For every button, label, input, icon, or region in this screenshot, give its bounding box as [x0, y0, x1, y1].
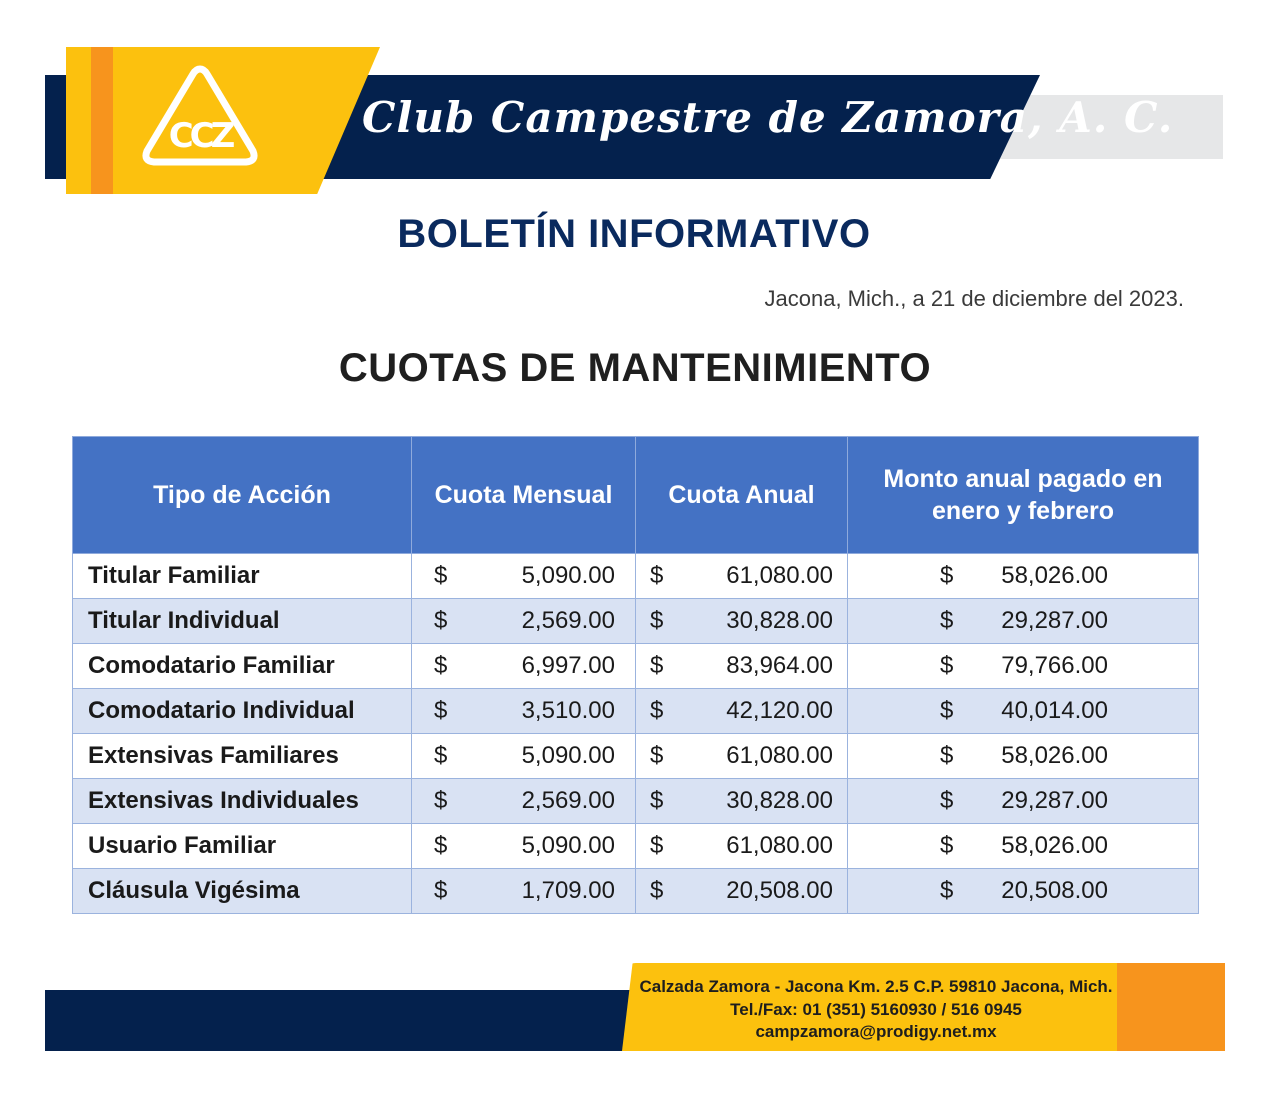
- header-annual: Cuota Anual: [636, 437, 848, 554]
- club-logo: [140, 63, 260, 171]
- table-row: [73, 869, 1199, 914]
- monthly-cell: [412, 554, 636, 599]
- monthly-cell: [412, 869, 636, 914]
- annual-cell: [636, 689, 848, 734]
- table-row: [73, 734, 1199, 779]
- table-row: [73, 599, 1199, 644]
- amount: 61,080.00: [726, 742, 833, 769]
- currency-sign: $: [434, 787, 448, 814]
- table-row: [73, 689, 1199, 734]
- type-cell: Extensivas Individuales: [73, 779, 412, 824]
- amount: 61,080.00: [726, 832, 833, 859]
- annual-cell: [636, 644, 848, 689]
- amount: 40,014.00: [1001, 697, 1108, 724]
- amount: 29,287.00: [1001, 787, 1108, 814]
- amount: 58,026.00: [1001, 742, 1108, 769]
- header-orange-stripe: [91, 47, 113, 194]
- amount: 30,828.00: [726, 787, 833, 814]
- amount: 58,026.00: [1001, 562, 1108, 589]
- fees-table: [72, 436, 1199, 914]
- currency-sign: $: [434, 652, 448, 679]
- monthly-cell: [412, 644, 636, 689]
- annual-cell: [636, 599, 848, 644]
- paid-early-cell: [848, 824, 1199, 869]
- monthly-cell: [412, 599, 636, 644]
- currency-sign: $: [650, 787, 664, 814]
- currency-sign: $: [940, 742, 954, 769]
- paid-early-cell: [848, 599, 1199, 644]
- table-row: [73, 644, 1199, 689]
- table-title: CUOTAS DE MANTENIMIENTO: [338, 346, 932, 390]
- amount: 2,569.00: [521, 607, 615, 634]
- amount: 1,709.00: [521, 877, 615, 904]
- amount: 83,964.00: [726, 652, 833, 679]
- header-type: Tipo de Acción: [73, 437, 412, 554]
- type-cell: Comodatario Individual: [73, 689, 412, 734]
- currency-sign: $: [650, 877, 664, 904]
- amount: 5,090.00: [521, 562, 615, 589]
- type-cell: Extensivas Familiares: [73, 734, 412, 779]
- amount: 3,510.00: [521, 697, 615, 724]
- currency-sign: $: [650, 607, 664, 634]
- type-cell: Titular Familiar: [73, 554, 412, 599]
- currency-sign: $: [940, 607, 954, 634]
- footer-email[interactable]: campzamora@prodigy.net.mx: [755, 1022, 997, 1041]
- amount: 5,090.00: [521, 742, 615, 769]
- logo-letters: CCZ: [168, 116, 232, 156]
- header-monthly: Cuota Mensual: [412, 437, 636, 554]
- paid-early-cell: [848, 734, 1199, 779]
- bulletin-title: BOLETÍN INFORMATIVO: [397, 212, 871, 256]
- amount: 61,080.00: [726, 562, 833, 589]
- table-body: [73, 554, 1199, 914]
- paid-early-cell: [848, 869, 1199, 914]
- header-paid-early: Monto anual pagado en enero y febrero: [848, 437, 1199, 554]
- paid-early-cell: [848, 779, 1199, 824]
- amount: 2,569.00: [521, 787, 615, 814]
- currency-sign: $: [434, 562, 448, 589]
- amount: 20,508.00: [1001, 877, 1108, 904]
- type-cell: Cláusula Vigésima: [73, 869, 412, 914]
- paid-early-cell: [848, 689, 1199, 734]
- currency-sign: $: [434, 607, 448, 634]
- amount: 42,120.00: [726, 697, 833, 724]
- currency-sign: $: [940, 832, 954, 859]
- annual-cell: [636, 734, 848, 779]
- annual-cell: [636, 779, 848, 824]
- table-header-row: [73, 437, 1199, 554]
- footer-orange-block: [1117, 963, 1225, 1051]
- table-row: [73, 779, 1199, 824]
- footer-phone: Tel./Fax: 01 (351) 5160930 / 516 0945: [730, 999, 1022, 1019]
- currency-sign: $: [650, 562, 664, 589]
- currency-sign: $: [650, 742, 664, 769]
- currency-sign: $: [434, 697, 448, 724]
- annual-cell: [636, 869, 848, 914]
- footer-address: Calzada Zamora - Jacona Km. 2.5 C.P. 59810 Jacona, Mich.: [639, 977, 1113, 996]
- annual-cell: [636, 554, 848, 599]
- amount: 5,090.00: [521, 832, 615, 859]
- monthly-cell: [412, 734, 636, 779]
- table-row: [73, 554, 1199, 599]
- currency-sign: $: [434, 742, 448, 769]
- currency-sign: $: [940, 787, 954, 814]
- type-cell: Titular Individual: [73, 599, 412, 644]
- amount: 20,508.00: [726, 877, 833, 904]
- club-name: Club Campestre de Zamora, A. C.: [362, 93, 1174, 142]
- currency-sign: $: [940, 652, 954, 679]
- amount: 30,828.00: [726, 607, 833, 634]
- currency-sign: $: [650, 652, 664, 679]
- table-row: [73, 824, 1199, 869]
- paid-early-cell: [848, 644, 1199, 689]
- amount: 29,287.00: [1001, 607, 1108, 634]
- place-date: Jacona, Mich., a 21 de diciembre del 2023.: [764, 286, 1184, 311]
- type-cell: Usuario Familiar: [73, 824, 412, 869]
- amount: 6,997.00: [521, 652, 615, 679]
- type-cell: Comodatario Familiar: [73, 644, 412, 689]
- monthly-cell: [412, 689, 636, 734]
- currency-sign: $: [434, 832, 448, 859]
- currency-sign: $: [940, 697, 954, 724]
- paid-early-cell: [848, 554, 1199, 599]
- monthly-cell: [412, 824, 636, 869]
- currency-sign: $: [940, 562, 954, 589]
- currency-sign: $: [434, 877, 448, 904]
- footer-contact: [622, 976, 1130, 1044]
- currency-sign: $: [650, 832, 664, 859]
- annual-cell: [636, 824, 848, 869]
- amount: 58,026.00: [1001, 832, 1108, 859]
- footer-navy-band: [45, 990, 645, 1051]
- monthly-cell: [412, 779, 636, 824]
- amount: 79,766.00: [1001, 652, 1108, 679]
- currency-sign: $: [650, 697, 664, 724]
- currency-sign: $: [940, 877, 954, 904]
